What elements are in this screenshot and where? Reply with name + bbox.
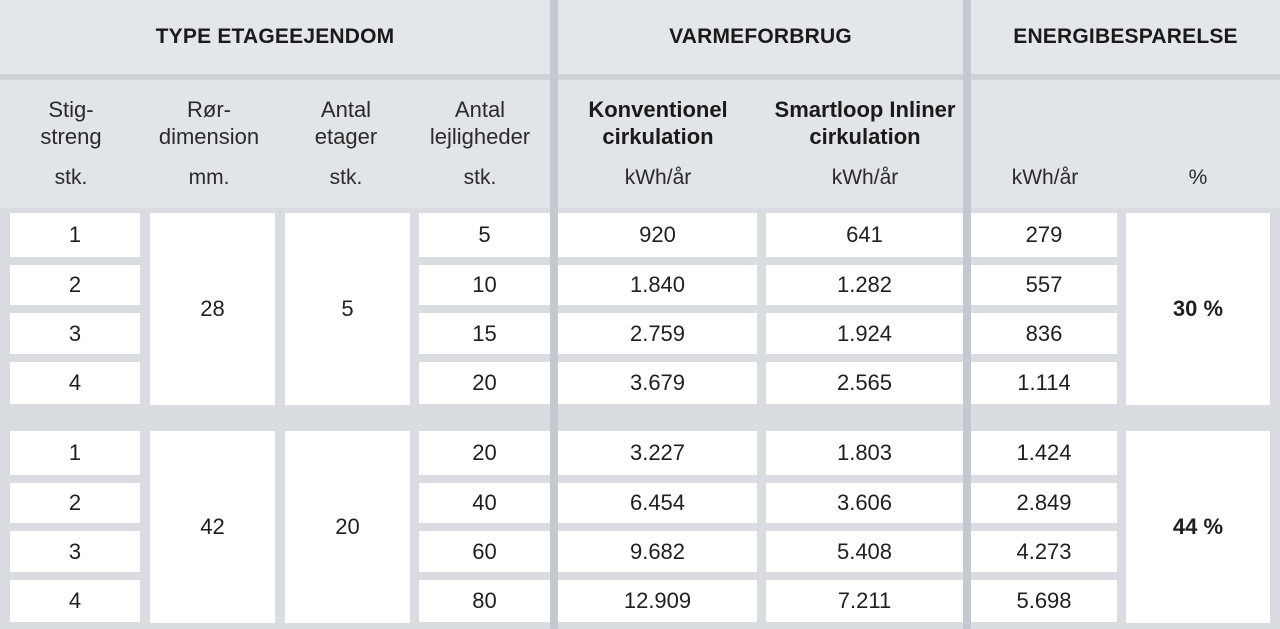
column-unit: stk. — [54, 166, 88, 189]
cell-lejligheder: 80 — [419, 580, 550, 622]
cell-konventionel: 3.679 — [558, 362, 757, 404]
cell-stigstreng: 4 — [10, 362, 140, 404]
column-label-line: Antal — [320, 97, 372, 122]
group-header-varmeforbrug: VARMEFORBRUG — [558, 0, 963, 74]
column-label — [1088, 96, 1280, 150]
column-unit: kWh/år — [831, 166, 899, 189]
cell-stigstreng: 1 — [10, 213, 140, 257]
cell-lejligheder: 20 — [419, 362, 550, 404]
cell-lejligheder: 15 — [419, 313, 550, 354]
column-label-line: cirkulation — [809, 124, 921, 149]
column-label-line: Smartloop Inliner — [774, 97, 956, 122]
column-label-line: Stig- — [48, 97, 94, 122]
cell-smartloop: 1.282 — [766, 265, 963, 305]
cell-besparelse-pct: 44 % — [1126, 431, 1270, 623]
cell-stigstreng: 2 — [10, 265, 140, 305]
cell-smartloop: 1.803 — [766, 431, 963, 475]
cell-smartloop: 5.408 — [766, 531, 963, 572]
cell-konventionel: 3.227 — [558, 431, 757, 475]
cell-dimension: 28 — [150, 213, 275, 405]
cell-konventionel: 2.759 — [558, 313, 757, 354]
cell-stigstreng: 3 — [10, 531, 140, 572]
cell-konventionel: 920 — [558, 213, 757, 257]
column-label-line — [1088, 96, 1280, 123]
cell-konventionel: 1.840 — [558, 265, 757, 305]
cell-konventionel: 9.682 — [558, 531, 757, 572]
cell-etager: 20 — [285, 431, 410, 623]
cell-stigstreng: 1 — [10, 431, 140, 475]
cell-smartloop: 3.606 — [766, 483, 963, 523]
cell-lejligheder: 40 — [419, 483, 550, 523]
cell-lejligheder: 10 — [419, 265, 550, 305]
cell-besparelse-kwh: 2.849 — [971, 483, 1117, 523]
cell-stigstreng: 3 — [10, 313, 140, 354]
column-label-line: cirkulation — [602, 124, 714, 149]
cell-smartloop: 1.924 — [766, 313, 963, 354]
column-unit: stk. — [329, 166, 363, 189]
column-label-line — [1088, 123, 1280, 150]
column-label-line: Konventionel — [588, 97, 728, 122]
cell-stigstreng: 2 — [10, 483, 140, 523]
cell-konventionel: 6.454 — [558, 483, 757, 523]
cell-besparelse-kwh: 1.424 — [971, 431, 1117, 475]
cell-smartloop: 2.565 — [766, 362, 963, 404]
column-label — [548, 96, 768, 150]
column-unit: kWh/år — [1011, 166, 1079, 189]
column-unit: stk. — [463, 166, 497, 189]
cell-smartloop: 641 — [766, 213, 963, 257]
group-divider — [550, 0, 558, 629]
cell-smartloop: 7.211 — [766, 580, 963, 622]
cell-besparelse-kwh: 557 — [971, 265, 1117, 305]
column-unit: kWh/år — [624, 166, 692, 189]
group-header-type: TYPE ETAGEEJENDOM — [0, 0, 550, 74]
cell-lejligheder: 60 — [419, 531, 550, 572]
cell-etager: 5 — [285, 213, 410, 405]
cell-besparelse-kwh: 279 — [971, 213, 1117, 257]
column-label-line: Antal — [454, 97, 506, 122]
cell-stigstreng: 4 — [10, 580, 140, 622]
column-label-line: etager — [314, 124, 378, 149]
cell-lejligheder: 5 — [419, 213, 550, 257]
cell-konventionel: 12.909 — [558, 580, 757, 622]
cell-besparelse-kwh: 4.273 — [971, 531, 1117, 572]
column-label-line: lejligheder — [429, 124, 531, 149]
cell-besparelse-kwh: 1.114 — [971, 362, 1117, 404]
cell-lejligheder: 20 — [419, 431, 550, 475]
header-divider — [0, 74, 1280, 80]
column-label-line: Rør- — [187, 97, 231, 122]
column-unit: mm. — [188, 166, 230, 189]
group-header-energibesparelse: ENERGIBESPARELSE — [971, 0, 1280, 74]
cell-dimension: 42 — [150, 431, 275, 623]
cell-besparelse-pct: 30 % — [1126, 213, 1270, 405]
cell-besparelse-kwh: 836 — [971, 313, 1117, 354]
cell-besparelse-kwh: 5.698 — [971, 580, 1117, 622]
column-label-line: dimension — [158, 124, 260, 149]
column-label-line: streng — [40, 124, 102, 149]
column-unit: % — [1188, 166, 1208, 189]
group-divider — [963, 0, 971, 629]
